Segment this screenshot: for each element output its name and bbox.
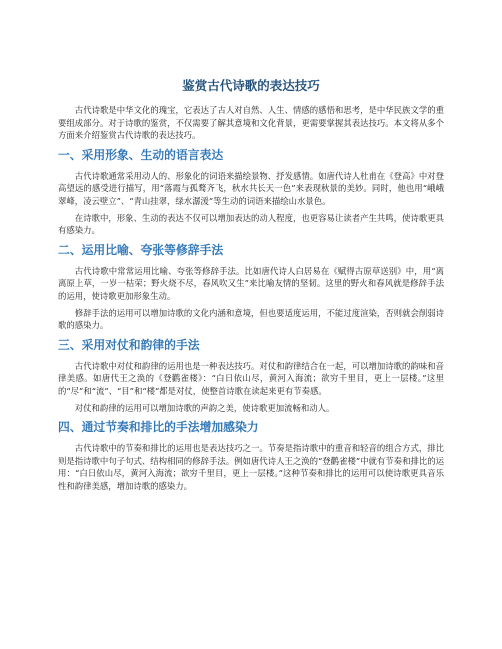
section-3-paragraph-1: 古代诗歌中对仗和韵律的运用也是一种表达技巧。对仗和韵律结合在一起，可以增加诗歌的韵味和音律美感。如唐代王之涣的《登鹳雀楼》：“白日依山尽，黄河入海流；欲穷千里目，更上一层楼。”这里的“尽”和“流”、“目”和“楼”都是对仗，使整首诗歌在读起来更有节奏感。 — [58, 360, 444, 396]
section-1-heading: 一、采用形象、生动的语言表达 — [58, 147, 224, 162]
section-1-paragraph-1: 古代诗歌通常采用动人的、形象化的词语来描绘景物、抒发感情。如唐代诗人杜甫在《登高》中对登高望远的感受进行描写，用“落霞与孤鹜齐飞，秋水共长天一色”来表现秋景的美妙。同时，他也用“峨峨翠峰，凌云壁立”、“青山挂翠，绿水潺湲”等生动的词语来描绘山水景色。 — [58, 170, 444, 206]
section-2-heading: 二、运用比喻、夸张等修辞手法 — [58, 242, 224, 257]
section-2-paragraph-1: 古代诗歌中常常运用比喻、夸张等修辞手法。比如唐代诗人白居易在《赋得古原草送别》中，用“离离原上草，一岁一枯荣；野火烧不尽，春风吹又生”来比喻友情的坚韧。这里的野火和春风就是修辞手法的运用，使诗歌更加形象生动。 — [58, 265, 444, 301]
document-title: 鉴赏古代诗歌的表达技巧 — [182, 78, 320, 93]
section-3-heading: 三、采用对仗和韵律的手法 — [58, 337, 200, 352]
section-4-paragraph-1: 古代诗歌中的节奏和排比的运用也是表达技巧之一。节奏是指诗歌中的重音和轻音的组合方式，排比则是指诗歌中句子句式、结构相同的修辞手法。例如唐代诗人王之涣的“登鹳雀楼”中就有节奏和排比的运用：“白日依山尽，黄河入海流；欲穷千里目，更上一层楼。”这种节奏和排比的运用可以使诗歌更具音乐性和韵律美感，增加诗歌的感染力。 — [58, 443, 444, 491]
intro-paragraph: 古代诗歌是中华文化的瑰宝，它表达了古人对自然、人生、情感的感悟和思考，是中华民族文学的重要组成部分。对于诗歌的鉴赏，不仅需要了解其意境和文化背景，更需要掌握其表达技巧。本文将从多个方面来介绍鉴赏古代诗歌的表达技巧。 — [58, 105, 444, 141]
section-2-paragraph-2: 修辞手法的运用可以增加诗歌的文化内涵和意境，但也要适度运用，不能过度渲染，否则就会削弱诗歌的感染力。 — [58, 307, 444, 331]
section-4-heading: 四、通过节奏和排比的手法增加感染力 — [58, 420, 259, 435]
section-1-paragraph-2: 在诗歌中，形象、生动的表达不仅可以增加表达的动人程度，也更容易让读者产生共鸣，使诗歌更具有感染力。 — [58, 212, 444, 236]
section-3-paragraph-2: 对仗和韵律的运用可以增加诗歌的声韵之美，使诗歌更加流畅和动人。 — [74, 402, 335, 413]
